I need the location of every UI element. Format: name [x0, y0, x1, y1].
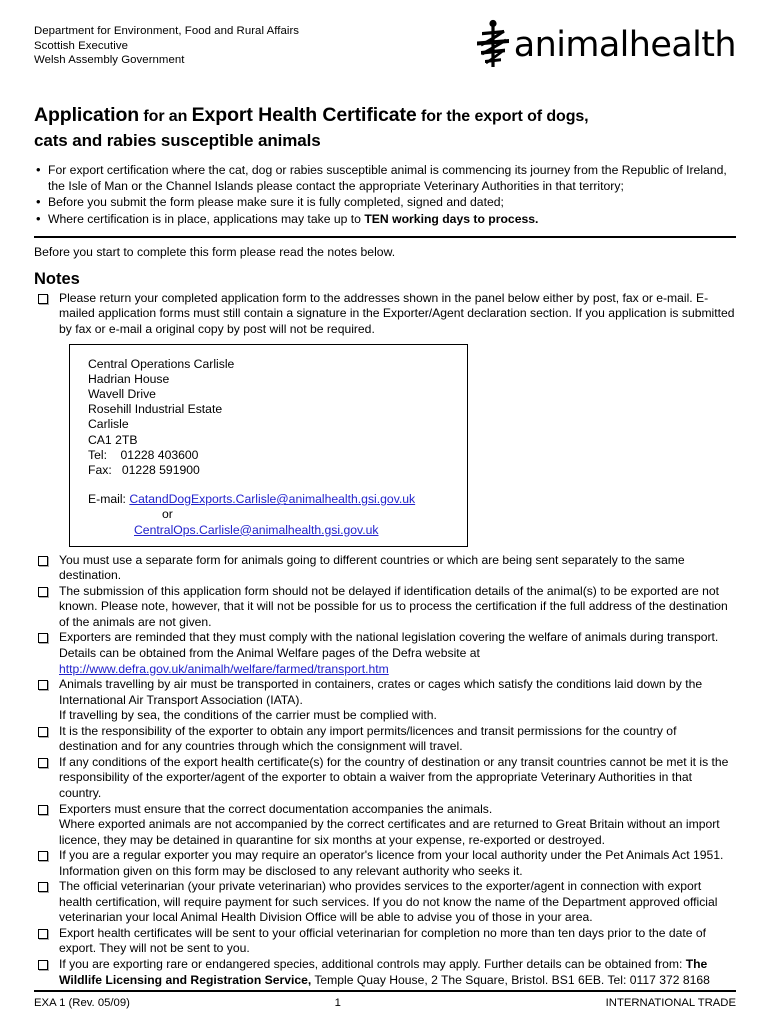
checkbox-icon[interactable]	[38, 727, 48, 737]
title-ehc: Export Health Certificate	[191, 104, 417, 126]
note-item-5	[34, 724, 736, 755]
note-item-11-text	[59, 957, 736, 988]
note-item-9-text: The official veterinarian (your private veterinarian) who provides services to the exporter/agent in connection with export health certification, will require payment for such services. If you do not know the name of the Department approved official veterinarian your local Animal Health Division Office will be able to advise you of those in your area.	[59, 879, 718, 925]
note-item-0	[34, 291, 736, 338]
checkbox-icon[interactable]	[38, 556, 48, 566]
intro-bullet-3-bold: TEN working days to process.	[364, 211, 539, 226]
footer-department-label: INTERNATIONAL TRADE	[605, 997, 736, 1009]
title-for-an: for an	[139, 108, 192, 125]
note-item-8-text: If you are a regular exporter you may require an operator's licence from your local authority under the Pet Animals Act 1951. Information given on this form may be disclosed to any relevant authority who seeks it.	[59, 848, 724, 878]
note-item-6	[34, 755, 736, 802]
address-line-0: Central Operations Carlisle	[88, 356, 235, 371]
intro-bullet-1	[34, 163, 736, 194]
address-panel	[69, 344, 468, 547]
document-header	[34, 0, 736, 86]
page-title	[34, 104, 736, 152]
checkbox-icon[interactable]	[38, 929, 48, 939]
address-line-3: Rosehill Industrial Estate	[88, 402, 223, 417]
preamble-text: Before you start to complete this form please read the notes below.	[34, 245, 396, 260]
notes-heading: Notes	[34, 269, 80, 288]
logo-wordmark: animalhealth	[513, 24, 736, 65]
checkbox-icon[interactable]	[38, 882, 48, 892]
caduceus-icon	[473, 19, 513, 69]
note-item-3-text	[59, 630, 736, 677]
note-item-6-text: If any conditions of the export health certificate(s) for the country of destination or any transit countries cannot be met it is the responsibility of the exporter/agent of the exporter to obtain a waiver from the appropriate Veterinary Authorities in that country.	[59, 754, 729, 800]
intro-bullet-3-pre: Where certification is in place, applications may take up to	[48, 211, 365, 226]
note-item-4-text-line2: If travelling by sea, the conditions of the carrier must be complied with.	[59, 708, 437, 723]
checkbox-icon[interactable]	[38, 758, 48, 768]
intro-bullet-3-text	[48, 212, 736, 228]
email-or-label: or	[162, 507, 173, 522]
checkbox-icon[interactable]	[38, 294, 48, 304]
bullet-dot-icon: •	[36, 162, 41, 177]
address-line-2: Wavell Drive	[88, 386, 156, 401]
email-label: E-mail:	[88, 492, 130, 507]
department-line-3: Welsh Assembly Government	[34, 54, 185, 67]
title-export-of-dogs: for the export of dogs,	[416, 108, 589, 125]
note-item-4	[34, 677, 736, 724]
note-item-3	[34, 630, 736, 677]
note-item-7-text-line2: Where exported animals are not accompanied by the correct certificates and are returned to Great Britain without an import licence, they may be detained in quarantine for six months at your expense, re-exported or destroyed.	[59, 817, 720, 847]
bullet-dot-icon: •	[36, 194, 41, 210]
intro-bullet-2-text: Before you submit the form please make sure it is fully completed, signed and dated;	[48, 195, 504, 210]
footer-row	[34, 996, 736, 1010]
address-telephone: Tel: 01228 403600	[88, 447, 199, 462]
footer-divider	[34, 990, 736, 992]
checkbox-icon[interactable]	[38, 960, 48, 970]
defra-transport-link[interactable]: http://www.defra.gov.uk/animalh/welfare/farmed/transport.htm	[59, 661, 389, 676]
department-line-2: Scottish Executive	[34, 39, 128, 52]
note-item-10	[34, 926, 736, 957]
footer-form-code: EXA 1 (Rev. 05/09)	[34, 997, 130, 1009]
note-item-11-post: Temple Quay House, 2 The Square, Bristol. BS1 6EB. Tel: 0117 372 8168	[311, 972, 710, 987]
section-divider-top	[34, 236, 736, 238]
note-item-3-pre: Exporters are reminded that they must comply with the national legislation covering the welfare of animals during transport. Details can be obtained from the Animal Welfare pages of the Defra website at	[59, 630, 719, 661]
document-footer	[34, 990, 736, 1010]
intro-bullet-list	[34, 163, 736, 227]
address-line-5: CA1 2TB	[88, 432, 138, 447]
note-item-8	[34, 848, 736, 879]
note-item-2	[34, 584, 736, 631]
email-link-primary[interactable]: CatandDogExports.Carlisle@animalhealth.gsi.gov.uk	[129, 492, 416, 507]
address-line-1: Hadrian House	[88, 371, 170, 386]
department-line-1: Department for Environment, Food and Rural Affairs	[34, 25, 300, 37]
footer-page-number: 1	[334, 997, 341, 1009]
note-item-7-text: Exporters must ensure that the correct documentation accompanies the animals.	[59, 801, 493, 816]
title-line-2: cats and rabies susceptible animals	[34, 130, 321, 150]
intro-bullet-2	[34, 195, 736, 211]
email-link-secondary[interactable]: CentralOps.Carlisle@animalhealth.gsi.gov.uk	[134, 522, 379, 537]
address-panel-wrapper	[34, 344, 736, 547]
note-item-1-text: You must use a separate form for animals going to different countries or which are being sent separately to the same destination.	[59, 552, 685, 583]
animalhealth-logo	[473, 20, 736, 68]
notes-list	[34, 291, 736, 988]
note-item-1	[34, 553, 736, 584]
intro-bullet-3	[34, 212, 736, 228]
checkbox-icon[interactable]	[38, 680, 48, 690]
checkbox-icon[interactable]	[38, 805, 48, 815]
checkbox-icon[interactable]	[38, 851, 48, 861]
note-item-7	[34, 802, 736, 849]
note-item-4-text: Animals travelling by air must be transported in containers, crates or cages which satisfy the conditions laid down by the International Air Transport Association (IATA).	[59, 677, 703, 707]
note-item-11-pre: If you are exporting rare or endangered species, additional controls may apply. Further details can be obtained from:	[59, 956, 686, 971]
checkbox-icon[interactable]	[38, 633, 48, 643]
address-email-row-2	[88, 523, 467, 538]
checkbox-icon[interactable]	[38, 587, 48, 597]
address-email-row	[88, 492, 467, 507]
title-application: Application	[34, 104, 140, 126]
note-item-5-text: It is the responsibility of the exporter to obtain any import permits/licences and transit permissions for the country of destination and for any countries through which the consignment will travel.	[59, 723, 677, 754]
note-item-2-text: The submission of this application form should not be delayed if identification details of the animal(s) to be exported are not known. Please note, however, that it will not be possible for us to process the certification if the full address of the destination of the animals are not given.	[59, 583, 728, 629]
note-item-11	[34, 957, 736, 988]
bullet-dot-icon: •	[36, 210, 41, 226]
note-item-9	[34, 879, 736, 926]
note-item-0-text: Please return your completed application form to the addresses shown in the panel below either by post, fax or e-mail. E-mailed application forms must still contain a signature in the Exporter/Agent declaration section. If you application is submitted by fax or e-mail a original copy by post will not be required.	[59, 290, 735, 336]
wildlife-service-name: The Wildlife Licensing and Registration Service,	[59, 956, 708, 987]
intro-bullet-1-text: For export certification where the cat, dog or rabies susceptible animal is commencing its journey from the Republic of Ireland, the Isle of Man or the Channel Islands please contact the appropriate Veterinary Authorities in that territory;	[48, 163, 727, 193]
address-fax: Fax: 01228 591900	[88, 462, 200, 477]
address-line-4: Carlisle	[88, 417, 129, 432]
note-item-10-text: Export health certificates will be sent to your official veterinarian for completion no more than ten days prior to the date of export. They will not be sent to you.	[59, 925, 706, 956]
